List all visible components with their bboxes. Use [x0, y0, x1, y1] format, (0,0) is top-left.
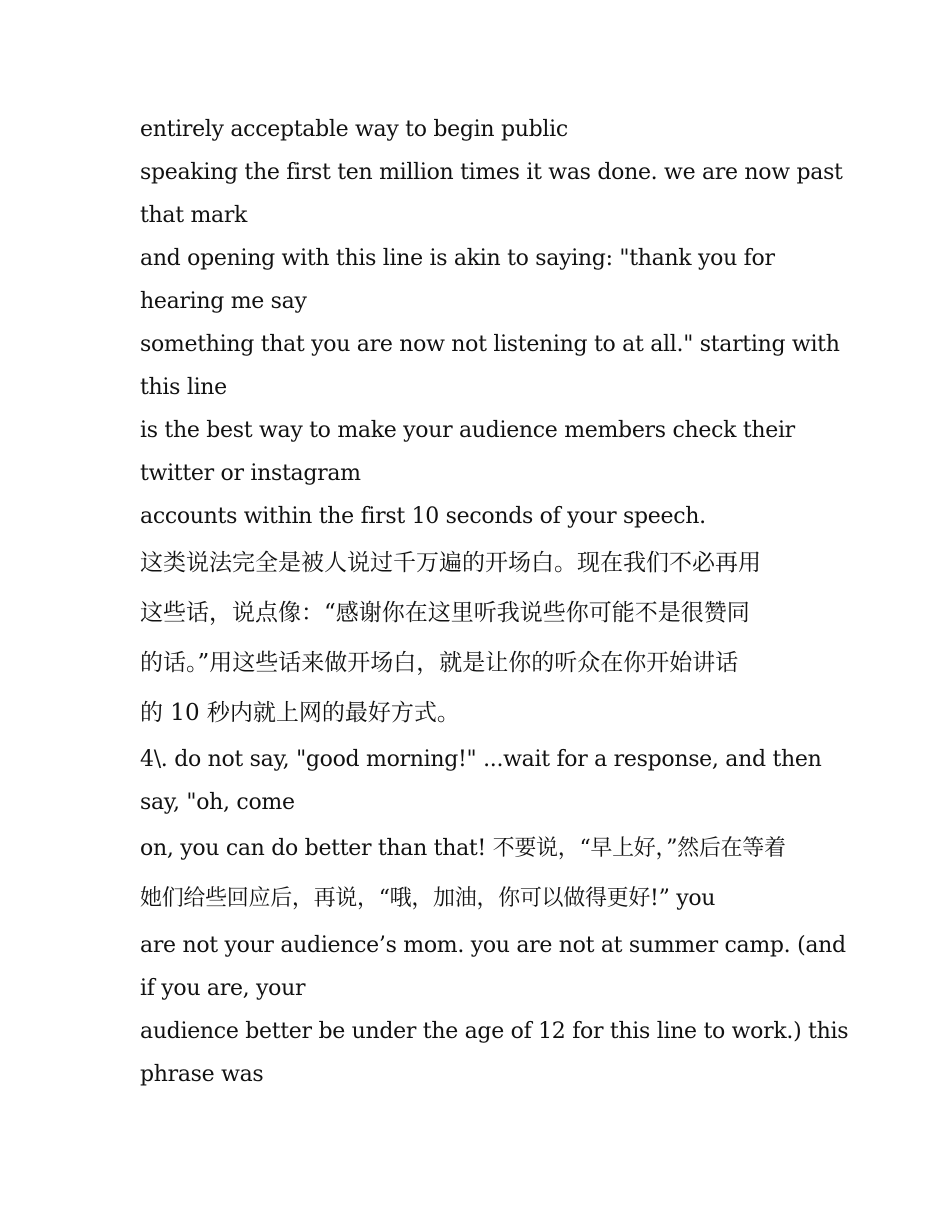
- text-line: 这类说法完全是被人说过千万遍的开场白。现在我们不必再用: [140, 550, 761, 576]
- text-line: 的 10 秒内就上网的最好方式。: [140, 700, 460, 726]
- text-line: 4\. do not say, "good morning!" ...wait for a response, and then: [140, 747, 822, 772]
- paragraph-english-intro: [140, 108, 843, 538]
- document-body: [140, 108, 849, 1096]
- paragraph-tip-4-mixed: [140, 824, 820, 924]
- text-line: speaking the first ten million times it was done. we are now past: [140, 160, 843, 185]
- text-line: phrase was: [140, 1062, 264, 1087]
- text-line: 她们给些回应后，再说，“哦，加油，你可以做得更好!” you: [140, 886, 716, 911]
- text-line: accounts within the first 10 seconds of your speech.: [140, 504, 706, 529]
- text-line: is the best way to make your audience members check their: [140, 418, 795, 443]
- text-line: audience better be under the age of 12 for this line to work.) this: [140, 1019, 849, 1044]
- text-line: say, "oh, come: [140, 790, 295, 815]
- text-line: are not your audience’s mom. you are not at summer camp. (and: [140, 933, 846, 958]
- text-line: something that you are now not listening to at all." starting with: [140, 332, 840, 357]
- text-line: 的话。”用这些话来做开场白，就是让你的听众在你开始讲话: [140, 650, 739, 676]
- text-line: twitter or instagram: [140, 461, 361, 486]
- paragraph-tip-4-body: [140, 924, 849, 1096]
- text-line: that mark: [140, 203, 248, 228]
- text-line: and opening with this line is akin to saying: "thank you for: [140, 246, 775, 271]
- paragraph-chinese-translation: [140, 538, 820, 738]
- text-line: if you are, your: [140, 976, 306, 1001]
- text-line: entirely acceptable way to begin public: [140, 117, 568, 142]
- text-line: this line: [140, 375, 227, 400]
- text-line: hearing me say: [140, 289, 307, 314]
- paragraph-tip-4-heading: [140, 738, 820, 824]
- text-line: 这些话，说点像：“感谢你在这里听我说些你可能不是很赞同: [140, 600, 750, 626]
- text-line: on, you can do better than that! 不要说，“早上好，”然后在等着: [140, 836, 786, 861]
